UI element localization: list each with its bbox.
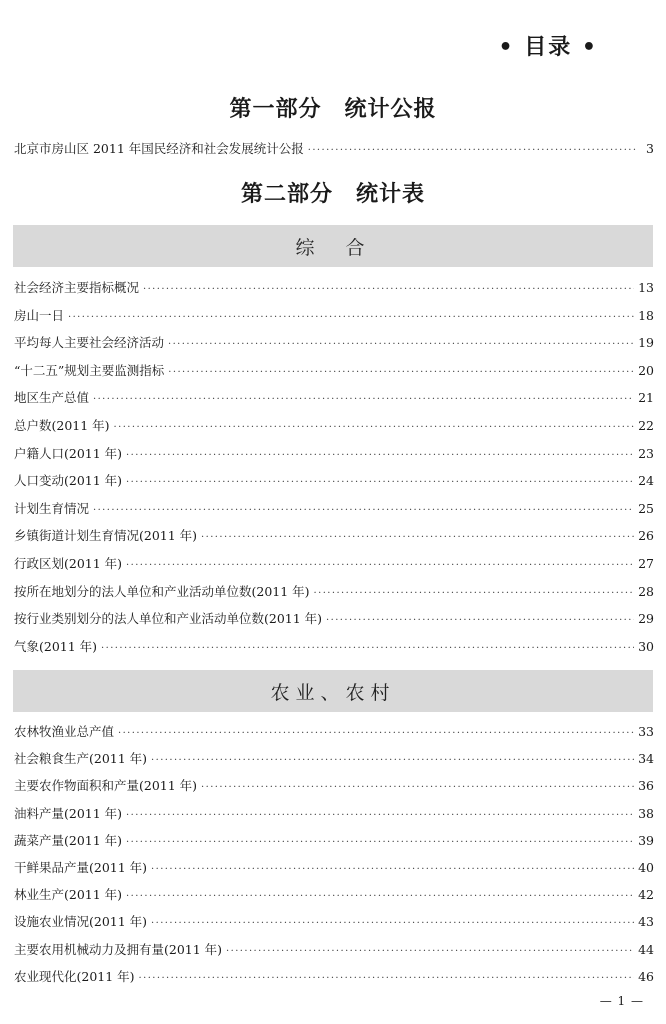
toc-entry-label: 人口变动(2011 年) bbox=[14, 473, 123, 489]
leader-dots bbox=[126, 446, 634, 466]
toc-entry-page: 20 bbox=[638, 362, 654, 378]
section-title: 综 合 bbox=[295, 236, 371, 259]
toc-entry[interactable] bbox=[14, 361, 654, 381]
toc-entry[interactable] bbox=[14, 776, 654, 796]
toc-entry-label: 干鲜果品产量(2011 年) bbox=[14, 860, 148, 875]
leader-dots bbox=[168, 335, 634, 355]
toc-entry-label: 设施农业情况(2011 年) bbox=[14, 914, 148, 930]
toc-entry-label: 社会粮食生产(2011 年) bbox=[14, 751, 148, 767]
leader-dots bbox=[201, 778, 634, 798]
leader-dots bbox=[226, 942, 634, 962]
part1-title: 第一部分 统计公报 bbox=[229, 96, 437, 122]
toc-entry-page: 46 bbox=[638, 968, 654, 984]
toc-entry-label: 行政区划(2011 年) bbox=[14, 556, 123, 571]
leader-dots bbox=[326, 611, 634, 631]
toc-entry[interactable] bbox=[14, 444, 654, 464]
toc-entry-page: 26 bbox=[638, 528, 654, 544]
toc-entry-label: “十二五”规划主要监测指标 bbox=[14, 362, 165, 378]
toc-entry[interactable] bbox=[14, 526, 654, 546]
toc-entry[interactable] bbox=[14, 306, 654, 326]
toc-entry-label: 按所在地划分的法人单位和产业活动单位数(2011 年) bbox=[14, 583, 310, 599]
section-header-agriculture bbox=[13, 670, 653, 712]
toc-entry[interactable] bbox=[14, 722, 654, 742]
leader-dots bbox=[68, 308, 634, 328]
toc-entry-label: 计划生育情况 bbox=[14, 500, 90, 516]
leader-dots bbox=[93, 390, 634, 410]
toc-entry-page: 36 bbox=[638, 778, 654, 794]
leader-dots bbox=[114, 418, 635, 438]
toc-entry-page: 3 bbox=[646, 141, 654, 156]
leader-dots bbox=[93, 501, 634, 521]
leader-dots bbox=[201, 528, 634, 548]
toc-entry-label: 北京市房山区 2011 年国民经济和社会发展统计公报 bbox=[14, 141, 304, 156]
toc-entry-label: 总户数(2011 年) bbox=[14, 418, 110, 433]
toc-entry-page: 30 bbox=[638, 638, 654, 654]
toc-entry[interactable] bbox=[14, 749, 654, 769]
toc-entry-page: 33 bbox=[638, 724, 654, 739]
leader-dots bbox=[308, 141, 638, 161]
toc-entry[interactable] bbox=[14, 804, 654, 824]
toc-entry-page: 25 bbox=[638, 500, 654, 516]
toc-entry[interactable] bbox=[14, 912, 654, 932]
leader-dots bbox=[126, 833, 634, 853]
leader-dots bbox=[139, 969, 635, 989]
leader-dots bbox=[151, 751, 634, 771]
toc-entry-label: 地区生产总值 bbox=[14, 390, 90, 406]
leader-dots bbox=[151, 914, 634, 934]
toc-entry-label: 林业生产(2011 年) bbox=[14, 887, 123, 903]
section-title: 农业、农村 bbox=[270, 681, 396, 704]
leader-dots bbox=[168, 363, 634, 383]
toc-entry-label: 社会经济主要指标概况 bbox=[14, 280, 140, 295]
section-header-general bbox=[13, 225, 653, 267]
toc-entry[interactable] bbox=[14, 333, 654, 353]
toc-entry-label: 乡镇街道计划生育情况(2011 年) bbox=[14, 528, 198, 544]
toc-entry[interactable] bbox=[14, 499, 654, 519]
toc-entry-label: 主要农用机械动力及拥有量(2011 年) bbox=[14, 941, 223, 957]
toc-entry-page: 34 bbox=[638, 751, 654, 767]
toc-entry-label: 户籍人口(2011 年) bbox=[14, 445, 123, 461]
toc-entry[interactable] bbox=[14, 139, 654, 159]
toc-entry[interactable] bbox=[14, 582, 654, 602]
toc-entry-page: 42 bbox=[638, 887, 654, 903]
toc-entry-page: 39 bbox=[638, 832, 654, 848]
toc-entry-label: 蔬菜产量(2011 年) bbox=[14, 832, 123, 848]
toc-entry-label: 油料产量(2011 年) bbox=[14, 805, 123, 821]
toc-entry-page: 44 bbox=[638, 941, 654, 957]
leader-dots bbox=[101, 639, 634, 659]
toc-entry[interactable] bbox=[14, 940, 654, 960]
leader-dots bbox=[126, 556, 634, 576]
toc-entry-page: 24 bbox=[638, 473, 654, 489]
leader-dots bbox=[126, 806, 634, 826]
toc-entry[interactable] bbox=[14, 637, 654, 657]
toc-entry[interactable] bbox=[14, 831, 654, 851]
footer-page-number: — 1 — bbox=[599, 994, 644, 1008]
toc-entry-page: 19 bbox=[638, 335, 654, 351]
toc-entry[interactable] bbox=[14, 278, 654, 298]
toc-entry-page: 27 bbox=[638, 556, 654, 571]
toc-entry[interactable] bbox=[14, 416, 654, 436]
leader-dots bbox=[126, 887, 634, 907]
toc-entry-label: 平均每人主要社会经济活动 bbox=[14, 335, 165, 351]
toc-entry-label: 房山一日 bbox=[14, 307, 65, 323]
leader-dots bbox=[143, 280, 634, 300]
toc-entry[interactable] bbox=[14, 554, 654, 574]
toc-entry-page: 40 bbox=[638, 860, 654, 875]
toc-entry-label: 农业现代化(2011 年) bbox=[14, 968, 135, 984]
toc-entry[interactable] bbox=[14, 967, 654, 987]
leader-dots bbox=[126, 473, 634, 493]
toc-entry-label: 农林牧渔业总产值 bbox=[14, 724, 115, 739]
toc-entry-page: 29 bbox=[638, 611, 654, 627]
leader-dots bbox=[118, 724, 634, 744]
toc-entry-page: 28 bbox=[638, 583, 654, 599]
toc-entry-page: 22 bbox=[638, 418, 654, 433]
toc-entry-page: 23 bbox=[638, 445, 654, 461]
toc-entry[interactable] bbox=[14, 388, 654, 408]
toc-entry-page: 38 bbox=[638, 805, 654, 821]
toc-entry-label: 气象(2011 年) bbox=[14, 638, 98, 654]
leader-dots bbox=[151, 860, 634, 880]
toc-entry[interactable] bbox=[14, 609, 654, 629]
toc-entry[interactable] bbox=[14, 885, 654, 905]
toc-entry-page: 18 bbox=[638, 307, 654, 323]
header-mark: • 目录 • bbox=[498, 35, 598, 60]
toc-entry-page: 21 bbox=[638, 390, 654, 406]
toc-entry-page: 43 bbox=[638, 914, 654, 930]
toc-entry-label: 主要农作物面积和产量(2011 年) bbox=[14, 778, 198, 794]
leader-dots bbox=[314, 584, 635, 604]
toc-entry-page: 13 bbox=[638, 280, 654, 295]
toc-entry[interactable] bbox=[14, 858, 654, 878]
part2-title: 第二部分 统计表 bbox=[240, 181, 425, 207]
toc-entry[interactable] bbox=[14, 471, 654, 491]
toc-entry-label: 按行业类别划分的法人单位和产业活动单位数(2011 年) bbox=[14, 611, 323, 627]
